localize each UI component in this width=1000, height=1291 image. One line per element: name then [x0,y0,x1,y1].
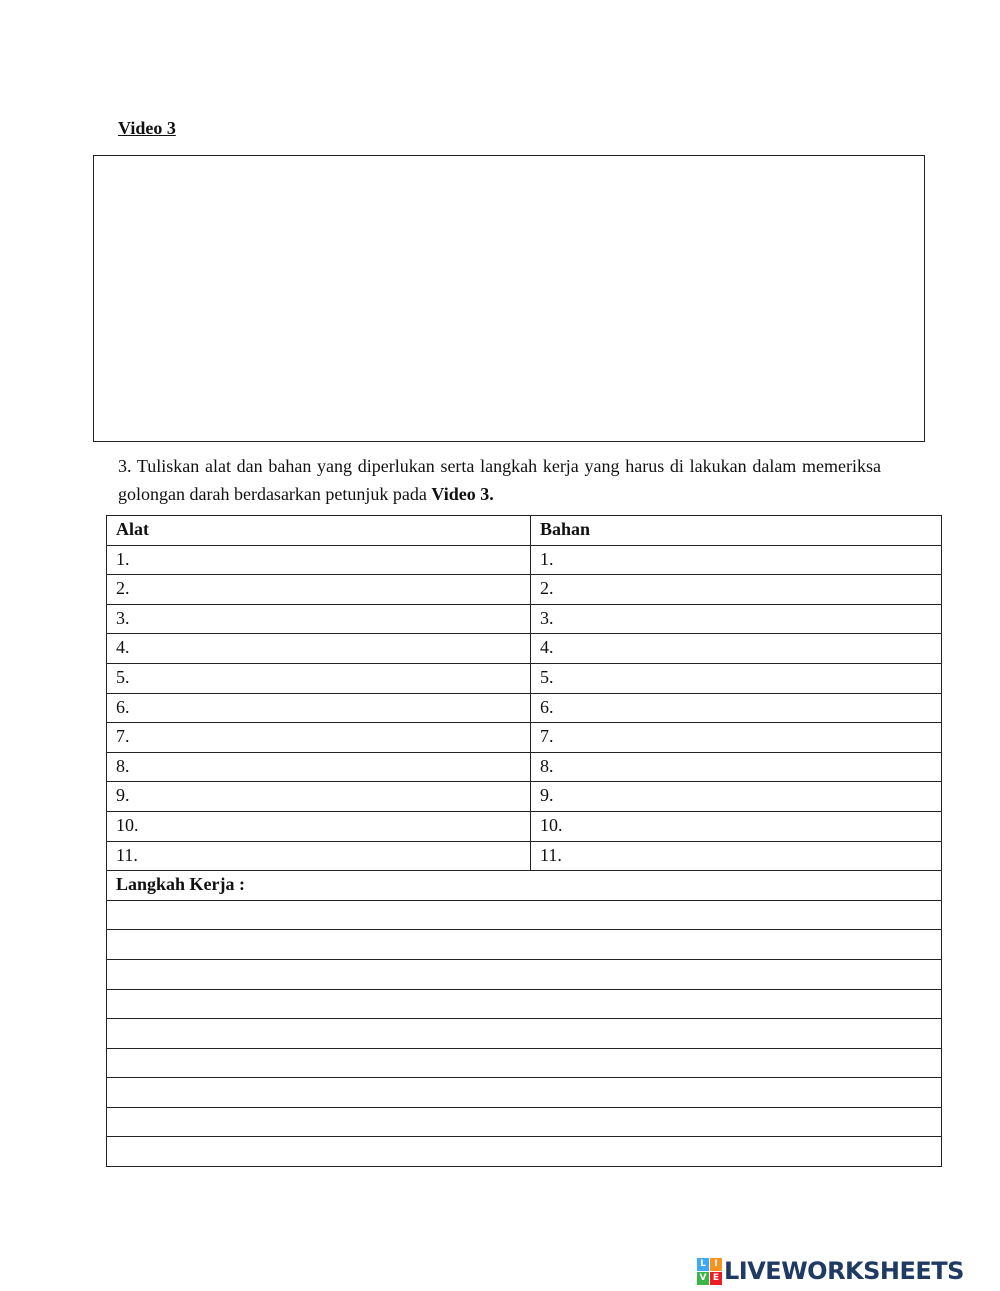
steps-label-row [107,871,942,901]
alat-answer-cell[interactable]: 6. [107,693,531,723]
liveworksheets-logo [697,1256,964,1286]
step-answer-cell[interactable] [107,1137,942,1167]
step-answer-cell[interactable] [107,1048,942,1078]
step-answer-cell[interactable] [107,1078,942,1108]
bahan-answer-cell[interactable]: 7. [531,723,942,753]
alat-answer-cell[interactable]: 5. [107,663,531,693]
alat-answer-cell[interactable]: 4. [107,634,531,664]
section-heading: Video 3 [118,118,176,138]
column-header-bahan: Bahan [531,516,942,546]
bahan-answer-cell[interactable]: 1. [531,545,942,575]
answer-table [106,515,942,1167]
step-line-row [107,1137,942,1167]
step-answer-cell[interactable] [107,900,942,930]
logo-tile: E [710,1272,722,1285]
steps-label: Langkah Kerja : [107,871,942,901]
step-answer-cell[interactable] [107,1019,942,1049]
table-row [107,752,942,782]
step-line-row [107,1107,942,1137]
table-row [107,841,942,871]
bahan-answer-cell[interactable]: 4. [531,634,942,664]
step-line-row [107,959,942,989]
bahan-answer-cell[interactable]: 10. [531,811,942,841]
video-placeholder[interactable] [93,155,925,442]
table-row [107,782,942,812]
bahan-answer-cell[interactable]: 2. [531,575,942,605]
alat-answer-cell[interactable]: 7. [107,723,531,753]
alat-answer-cell[interactable]: 1. [107,545,531,575]
column-header-alat: Alat [107,516,531,546]
question-video-ref: Video 3. [431,484,494,504]
step-line-row [107,1078,942,1108]
question-body: 3. Tuliskan alat dan bahan yang diperlukan serta langkah kerja yang harus di lakukan dalam memeriksa golongan darah berdasarkan petunjuk pada [118,456,881,504]
step-answer-cell[interactable] [107,959,942,989]
step-answer-cell[interactable] [107,1107,942,1137]
alat-answer-cell[interactable]: 11. [107,841,531,871]
table-row [107,811,942,841]
table-row [107,693,942,723]
step-line-row [107,989,942,1019]
step-line-row [107,930,942,960]
logo-mark-icon [697,1258,722,1285]
logo-tile: I [710,1258,722,1271]
table-row [107,663,942,693]
alat-answer-cell[interactable]: 3. [107,604,531,634]
alat-answer-cell[interactable]: 2. [107,575,531,605]
bahan-answer-cell[interactable]: 11. [531,841,942,871]
bahan-answer-cell[interactable]: 8. [531,752,942,782]
logo-text: LIVEWORKSHEETS [724,1257,964,1285]
logo-tile: V [697,1272,709,1285]
step-line-row [107,900,942,930]
alat-answer-cell[interactable]: 9. [107,782,531,812]
step-line-row [107,1019,942,1049]
question-text [118,452,881,508]
bahan-answer-cell[interactable]: 9. [531,782,942,812]
table-row [107,545,942,575]
alat-answer-cell[interactable]: 8. [107,752,531,782]
table-row [107,575,942,605]
alat-answer-cell[interactable]: 10. [107,811,531,841]
table-row [107,723,942,753]
table-header-row [107,516,942,546]
bahan-answer-cell[interactable]: 6. [531,693,942,723]
step-answer-cell[interactable] [107,930,942,960]
step-line-row [107,1048,942,1078]
bahan-answer-cell[interactable]: 5. [531,663,942,693]
logo-tile: L [697,1258,709,1271]
step-answer-cell[interactable] [107,989,942,1019]
table-row [107,634,942,664]
bahan-answer-cell[interactable]: 3. [531,604,942,634]
table-row [107,604,942,634]
